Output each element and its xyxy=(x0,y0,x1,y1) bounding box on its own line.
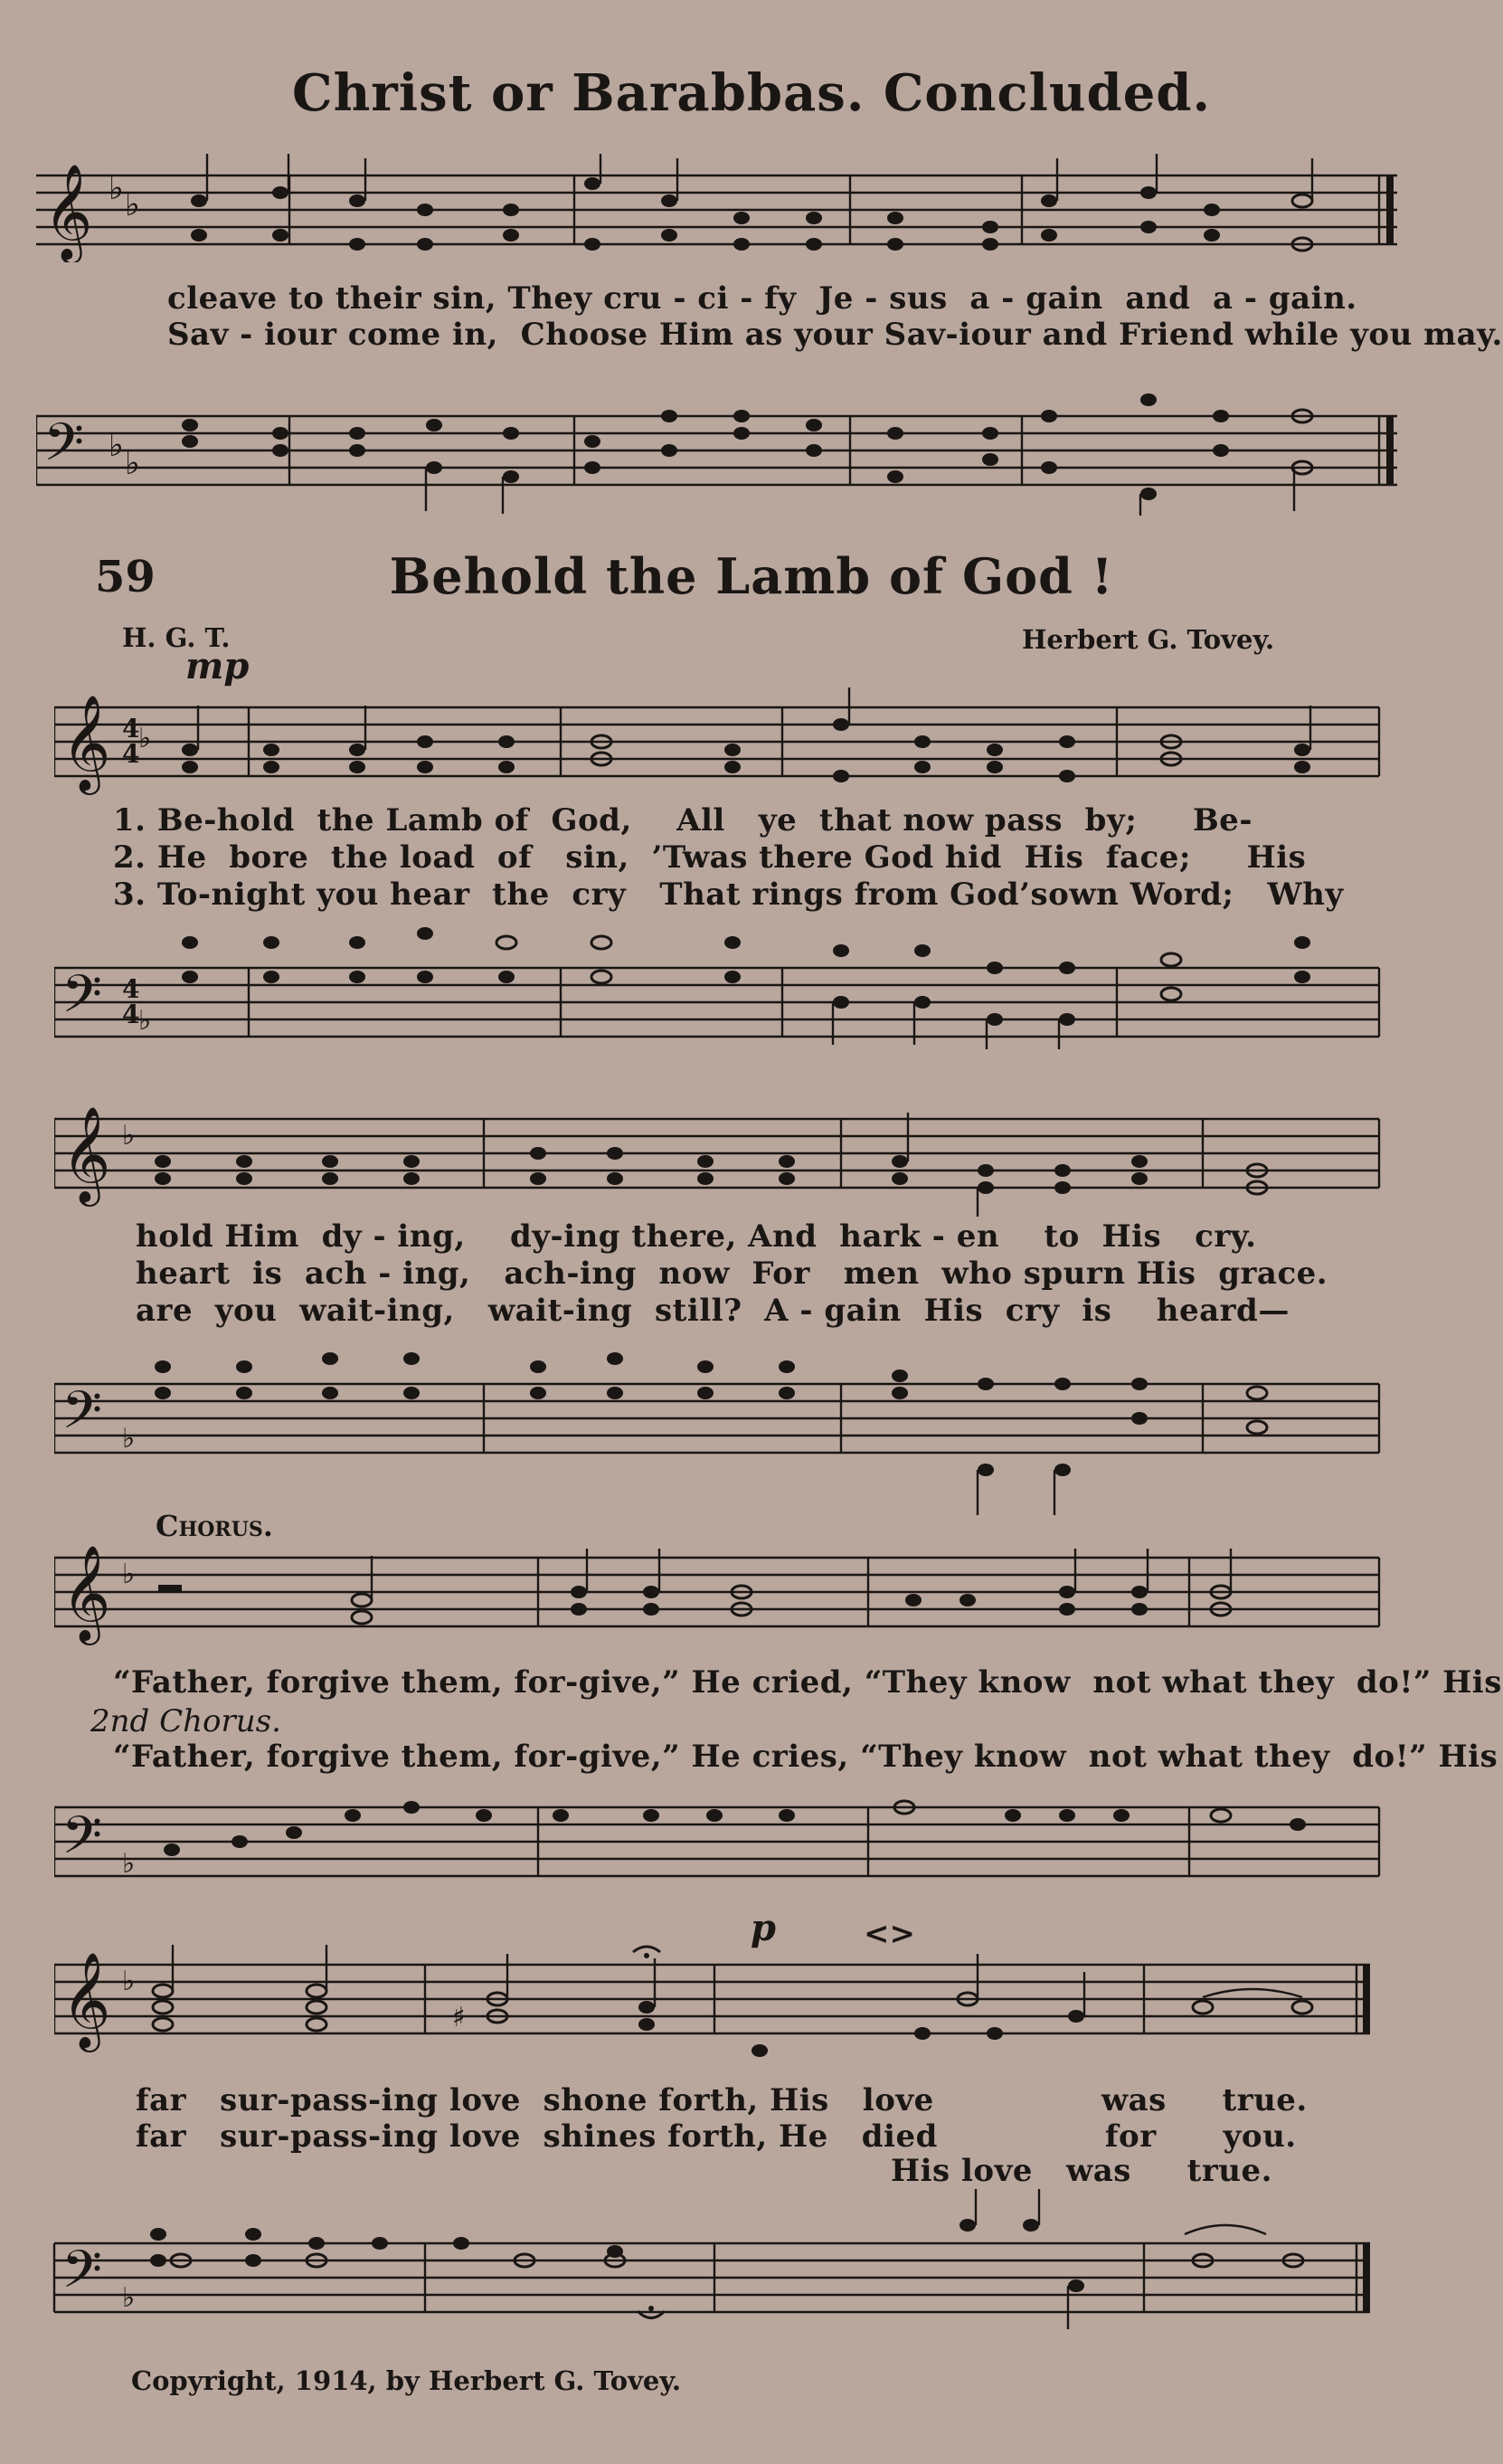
svg-text:♭: ♭ xyxy=(122,1559,136,1590)
chorus-label: Chorus. xyxy=(156,1509,273,1543)
hymn-58-lyric-line-2: Sav - iour come in, Choose Him as your Sav-iour and Friend while you may. xyxy=(167,317,1503,353)
svg-text:♭: ♭ xyxy=(122,2282,136,2314)
stanza-1-line-1: 1. Be-hold the Lamb of God, All ye that now pass by; Be- xyxy=(113,802,1252,839)
system-2-treble-staff xyxy=(54,1099,1384,1217)
second-chorus-lyric-line-1: “Father, forgive them, for-give,” He cries, “They know not what they do!” His xyxy=(113,1739,1498,1775)
system-1-treble-staff xyxy=(54,687,1384,796)
dynamic-marking-mp: mp xyxy=(185,645,250,687)
svg-text:♭: ♭ xyxy=(109,170,124,207)
svg-text:4: 4 xyxy=(122,739,140,769)
system-2-bass-staff xyxy=(54,1339,1384,1520)
svg-text:♭: ♭ xyxy=(109,427,124,464)
svg-text:♭: ♭ xyxy=(138,723,152,754)
chorus-lyric-line-2: far sur-pass-ing love shone forth, His love was true. xyxy=(136,2082,1308,2118)
svg-text:♭: ♭ xyxy=(122,1423,136,1455)
dynamic-marking-p: p xyxy=(751,1907,776,1949)
stanza-2-line-1: 2. He bore the load of sin, ’Twas there God hid His face; His xyxy=(113,839,1307,876)
hymn-number: 59 xyxy=(95,552,156,602)
copyright-notice: Copyright, 1914, by Herbert G. Tovey. xyxy=(131,2365,681,2396)
svg-text:𝄢: 𝄢 xyxy=(61,1379,103,1454)
svg-text:♭: ♭ xyxy=(138,1005,152,1037)
svg-text:𝄞: 𝄞 xyxy=(61,1951,111,2048)
svg-text:4: 4 xyxy=(122,1000,140,1029)
svg-text:𝄢: 𝄢 xyxy=(61,1805,103,1879)
chorus-bass-staff xyxy=(54,1782,1384,1900)
svg-text:♭: ♭ xyxy=(122,1966,136,1997)
svg-text:♭: ♭ xyxy=(125,186,140,223)
svg-text:♭: ♭ xyxy=(122,1848,136,1880)
stanza-3-line-2: are you wait-ing, wait-ing still? A - gain His cry is heard— xyxy=(136,1293,1290,1329)
system-1-bass-staff xyxy=(54,923,1384,1067)
chorus-alto-lyric: His love was true. xyxy=(891,2153,1272,2189)
svg-text:𝄢: 𝄢 xyxy=(43,412,85,486)
second-chorus-label: 2nd Chorus. xyxy=(90,1703,281,1739)
hymn-58-lyric-line-1: cleave to their sin, They cru - ci - fy Je - sus a - gain and a - gain. xyxy=(167,280,1357,317)
stanza-1-line-2: hold Him dy - ing, dy-ing there, And hark - en to His cry. xyxy=(136,1218,1257,1255)
chorus-treble-staff xyxy=(54,1538,1384,1664)
second-chorus-lyric-line-2: far sur-pass-ing love shines forth, He died for you. xyxy=(136,2118,1297,2155)
svg-text:𝄞: 𝄞 xyxy=(61,694,111,791)
stanza-3-line-1: 3. To-night you hear the cry That rings from God’sown Word; Why xyxy=(113,877,1344,913)
svg-text:♯: ♯ xyxy=(452,2002,466,2033)
svg-text:4: 4 xyxy=(122,974,140,1004)
svg-text:♭: ♭ xyxy=(125,445,140,482)
svg-text:𝄞: 𝄞 xyxy=(61,1544,111,1641)
svg-text:4: 4 xyxy=(122,714,140,744)
hymn-58-title: Christ or Barabbas. Concluded. xyxy=(292,63,1211,123)
svg-text:𝄞: 𝄞 xyxy=(61,1105,111,1202)
stanza-2-line-2: heart is ach - ing, ach-ing now For men who spurn His grace. xyxy=(136,1256,1328,1292)
hymn-59-title: Behold the Lamb of God ! xyxy=(389,547,1114,605)
final-bass-staff xyxy=(36,2189,1384,2334)
final-treble-staff xyxy=(54,1945,1384,2062)
chorus-lyric-line-1: “Father, forgive them, for-give,” He cried, “They know not what they do!” His xyxy=(113,1664,1502,1701)
svg-text:𝄢: 𝄢 xyxy=(61,963,103,1038)
crescendo-decrescendo-hairpin: <> xyxy=(864,1916,915,1952)
hymn-58-treble-staff xyxy=(36,154,1402,262)
svg-text:𝄞: 𝄞 xyxy=(43,163,93,260)
hymn-58-bass-staff xyxy=(36,380,1402,516)
lyricist-credit: H. G. T. xyxy=(122,622,231,653)
composer-credit: Herbert G. Tovey. xyxy=(1022,624,1275,655)
svg-text:𝄢: 𝄢 xyxy=(61,2239,103,2313)
svg-text:♭: ♭ xyxy=(122,1120,136,1151)
